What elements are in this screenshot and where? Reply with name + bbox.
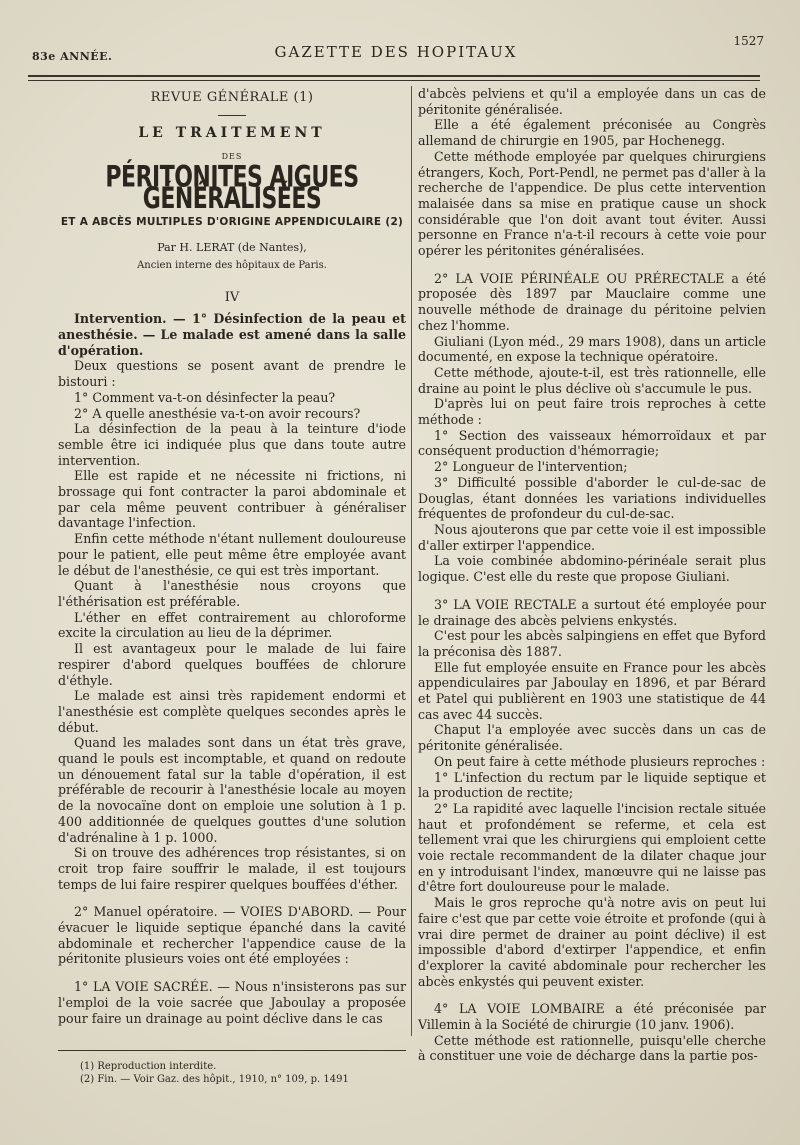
paragraph: 2° A quelle anesthésie va-t-on avoir recours? xyxy=(74,405,361,421)
header-rule-thin xyxy=(28,80,760,81)
paragraph: C'est pour les abcès salpingiens en effet que Byford la préconisa dès 1887. xyxy=(418,628,766,659)
paragraph: Cette méthode, ajoute-t-il, est très rationnelle, elle draine au point le plus déclive où s'accumule le pus. xyxy=(418,364,766,396)
left-column xyxy=(58,86,406,1026)
paragraph: Quant à l'anesthésie nous croyons que l'éthérisation est préférable. xyxy=(58,578,406,609)
paragraph: Intervention. — 1° Désinfection de la peau et anesthésie. — Le malade est amené dans la salle d'opération. xyxy=(58,311,406,358)
paragraph: d'abcès pelviens et qu'il a employée dans un cas de péritonite généralisée. xyxy=(418,86,766,117)
paragraph: Elle est rapide et ne nécessite ni frictions, ni brossage qui font contracter la paroi abdominale et par cela même peuvent contribuer à généraliser davantage l'infection. xyxy=(58,468,406,531)
paragraph: Cette méthode est rationnelle, puisqu'elle cherche à constituer une voie de décharge dans la partie pos- xyxy=(418,1032,766,1064)
paragraph: Elle fut employée ensuite en France pour les abcès appendiculaires par Jaboulay en 1896, et par Bérard et Patel qui publièrent en 1903 une statistique de 44 cas avec 44 succès. xyxy=(418,659,766,722)
paragraph: 1° L'infection du rectum par le liquide septique et la production de rectite; xyxy=(418,769,766,801)
paragraph: 3° LA VOIE RECTALE a surtout été employée pour le drainage des abcès pelviens enkystés. xyxy=(418,596,766,628)
article-title-main: PÉRITONITES AIGUES GÉNÉRALISÉES xyxy=(105,160,359,216)
paragraph: Si on trouve des adhérences trop résistantes, si on croit trop faire souffrir le malade, il est toujours temps de lui faire respirer quelques bouffées d'éther. xyxy=(58,845,406,892)
footnote: (1) Reproduction interdite. xyxy=(80,1061,217,1072)
paragraph: 2° Longueur de l'intervention; xyxy=(434,459,628,475)
paragraph: 4° LA VOIE LOMBAIRE a été préconisée par Villemin à la Société de chirurgie (10 janv. 1906). xyxy=(418,1001,766,1033)
paragraph: Enfin cette méthode n'étant nullement douloureuse pour le patient, elle peut même être employée avant le début de l'anesthésie, ce qui est très important. xyxy=(58,531,406,578)
paragraph: Deux questions se posent avant de prendre le bistouri : xyxy=(58,358,406,390)
paragraph: Cette méthode employée par quelques chirurgiens étrangers, Koch, Port-Pendl, ne permet pas d'aller à la recherche de l'appendice. De plus cette intervention malaisée dans sa mise en pratique cause un shock considérable que l'on doit avant tout éviter. Aussi personne en France n'a-t-il recours à cette voie pour opérer les péritonites généralisées. xyxy=(418,148,766,259)
right-column xyxy=(418,86,766,1064)
paragraph: Quand les malades sont dans un état très grave, quand le pouls est incomptable, et quand on redoute un dénouement fatal sur la table d'opération, il est préférable de recourir à l'anesthésie locale au moyen de la novocaïne dont on emploie une solution à 1 p. 400 additionnée de quelques gouttes d'une solution d'adrénaline à 1 p. 1000. xyxy=(58,735,406,845)
paragraph: La désinfection de la peau à la teinture d'iode semble être ici indiquée plus que dans toute autre intervention. xyxy=(58,421,406,468)
article-title-line2: DES xyxy=(221,152,243,162)
paragraph: 1° LA VOIE SACRÉE. — Nous n'insisterons pas sur l'emploi de la voie sacrée que Jaboulay a proposée pour faire un drainage au point déclive dans le cas xyxy=(58,979,406,1026)
paragraph: Elle a été également préconisée au Congrès allemand de chirurgie en 1905, par Hochenegg. xyxy=(418,117,766,149)
footnote-rule xyxy=(58,1050,406,1051)
footnotes xyxy=(80,1060,400,1086)
page-header xyxy=(28,28,764,78)
paragraph: 2° LA VOIE PÉRINÉALE OU PRÉRECTALE a été proposée dès 1897 par Mauclaire comme une nouvelle méthode de drainage du péritoine pelvien chez l'homme. xyxy=(418,270,766,333)
year-label: 83e ANNÉE. xyxy=(32,50,113,63)
article-subtitle: ET A ABCÈS MULTIPLES D'ORIGINE APPENDICULAIRE (2) xyxy=(60,215,404,228)
paragraph: Nous ajouterons que par cette voie il est impossible d'aller extirper l'appendice. xyxy=(418,521,766,553)
page-number: 1527 xyxy=(733,34,764,48)
paragraph: 1° Section des vaisseaux hémorroïdaux et par conséquent production d'hémorragie; xyxy=(418,427,766,459)
paragraph: 1° Comment va-t-on désinfecter la peau? xyxy=(74,389,336,405)
article-title-line1: LE TRAITEMENT xyxy=(138,124,326,141)
paragraph: 3° Difficulté possible d'aborder le cul-de-sac de Douglas, étant données les variations individuelles fréquentes de profondeur du cul-de-sac. xyxy=(418,474,766,522)
part-number: IV xyxy=(224,289,240,305)
paragraph: Mais le gros reproche qu'à notre avis on peut lui faire c'est que par cette voie étroite et profonde (qui à vrai dire permet de drainer au point déclive) il est impossible d'abord d'extirper l'appendice, et enfin d'explorer la cavité abdominale pour rechercher les abcès enkystés qui peuvent exister. xyxy=(418,895,766,989)
paragraph: L'éther en effet contrairement au chloroforme excite la circulation au lieu de la déprimer. xyxy=(58,609,406,641)
paragraph: 2° La rapidité avec laquelle l'incision rectale située haut et profondément se referme, et cela est tellement vrai que les chirurgiens qui emploient cette voie rectale recommandent de la dilater chaque jour en y introduisant l'index, manœuvre qui ne laisse pas d'être fort douloureuse pour le malade. xyxy=(418,800,766,895)
journal-title: GAZETTE DES HOPITAUX xyxy=(274,43,518,61)
paragraph: La voie combinée abdomino-périnéale serait plus logique. C'est elle du reste que propose Giuliani. xyxy=(418,553,766,585)
paragraph: Le malade est ainsi très rapidement endormi et l'anesthésie est complète quelques secondes après le début. xyxy=(58,688,406,735)
paragraph: Giuliani (Lyon méd., 29 mars 1908), dans un article documenté, en expose la technique opératoire. xyxy=(418,333,766,365)
paragraph: Il est avantageux pour le malade de lui faire respirer d'abord quelques bouffées de chlorure d'éthyle. xyxy=(58,641,406,688)
paragraph: Chaput l'a employée avec succès dans un cas de péritonite généralisée. xyxy=(418,722,766,754)
footnote: (2) Fin. — Voir Gaz. des hôpit., 1910, n° 109, p. 1491 xyxy=(80,1074,349,1085)
title-divider xyxy=(218,115,246,116)
author-line: Par H. LERAT (de Nantes), xyxy=(157,241,307,255)
author-affiliation: Ancien interne des hôpitaux de Paris. xyxy=(137,259,327,271)
header-rule-thick xyxy=(28,75,760,77)
column-separator xyxy=(411,86,412,1036)
section-title: REVUE GÉNÉRALE (1) xyxy=(150,90,314,105)
paragraph: 2° Manuel opératoire. — VOIES D'ABORD. — Pour évacuer le liquide septique épanché dans la cavité abdominale et rechercher l'appendice cause de la péritonite plusieurs voies ont été employées : xyxy=(58,904,406,967)
paragraph: On peut faire à cette méthode plusieurs reproches : xyxy=(434,753,766,769)
paragraph: D'après lui on peut faire trois reproches à cette méthode : xyxy=(418,396,766,428)
